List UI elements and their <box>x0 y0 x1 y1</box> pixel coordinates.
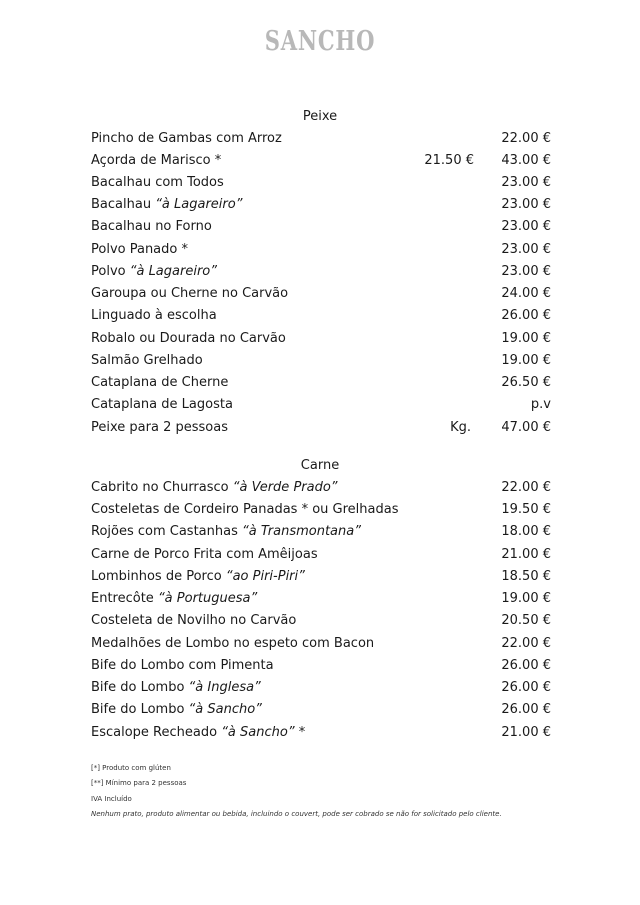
item-price: 18.50 € <box>501 569 551 584</box>
menu-item <box>91 175 551 193</box>
menu-item <box>91 131 551 149</box>
menu-item <box>91 480 551 498</box>
item-half-price: 21.50 € <box>424 153 474 168</box>
item-name: Salmão Grelhado <box>91 353 203 368</box>
item-name: Bacalhau “à Lagareiro” <box>91 197 243 212</box>
item-price: 23.00 € <box>501 242 551 257</box>
menu-item <box>91 613 551 631</box>
item-price: 26.00 € <box>501 702 551 717</box>
item-price: 22.00 € <box>501 636 551 651</box>
item-name: Bife do Lombo “à Sancho” <box>91 702 262 717</box>
item-name: Rojões com Castanhas “à Transmontana” <box>91 524 361 539</box>
item-price: 26.00 € <box>501 658 551 673</box>
item-name: Robalo ou Dourada no Carvão <box>91 331 286 346</box>
item-name: Cataplana de Lagosta <box>91 397 233 412</box>
menu-item <box>91 197 551 215</box>
item-price: 23.00 € <box>501 197 551 212</box>
menu-item <box>91 680 551 698</box>
menu-item <box>91 547 551 565</box>
item-price: p.v <box>530 397 551 412</box>
menu-item <box>91 353 551 371</box>
menu-item <box>91 636 551 654</box>
item-name: Lombinhos de Porco “ao Piri-Piri” <box>91 569 305 584</box>
item-price: 23.00 € <box>501 175 551 190</box>
item-name: Medalhões de Lombo no espeto com Bacon <box>91 636 375 651</box>
menu-item <box>91 286 551 304</box>
restaurant-logo: SANCHO <box>264 26 376 57</box>
footnote-gluten: [*] Produto com glúten <box>91 764 171 772</box>
menu-item <box>91 242 551 260</box>
menu-item <box>91 702 551 720</box>
item-price: 21.00 € <box>501 725 551 740</box>
item-price: 26.00 € <box>501 308 551 323</box>
menu-item <box>91 502 551 520</box>
item-name: Peixe para 2 pessoas <box>91 420 228 435</box>
menu-item <box>91 153 551 171</box>
footnote-disclaimer: Nenhum prato, produto alimentar ou bebida, incluindo o couvert, pode ser cobrado se não for solicitado pelo cliente. <box>91 810 502 818</box>
menu-item <box>91 524 551 542</box>
menu-item <box>91 725 551 743</box>
item-price: 47.00 € <box>501 420 551 435</box>
menu-item <box>91 375 551 393</box>
item-price: 26.50 € <box>501 375 551 390</box>
item-price: 24.00 € <box>501 286 551 301</box>
item-price: 26.00 € <box>501 680 551 695</box>
item-price: 22.00 € <box>501 480 551 495</box>
item-name: Carne de Porco Frita com Amêijoas <box>91 547 318 562</box>
item-name: Cabrito no Churrasco “à Verde Prado” <box>91 480 338 495</box>
item-price: 21.00 € <box>501 547 551 562</box>
menu-item <box>91 308 551 326</box>
item-unit: Kg. <box>450 420 471 435</box>
menu-item <box>91 331 551 349</box>
menu-item <box>91 658 551 676</box>
item-price: 43.00 € <box>501 153 551 168</box>
item-name: Escalope Recheado “à Sancho” * <box>91 725 306 740</box>
item-name: Bacalhau com Todos <box>91 175 224 190</box>
item-name: Costeleta de Novilho no Carvão <box>91 613 297 628</box>
item-price: 23.00 € <box>501 264 551 279</box>
item-name: Garoupa ou Cherne no Carvão <box>91 286 289 301</box>
item-price: 23.00 € <box>501 219 551 234</box>
item-price: 19.00 € <box>501 353 551 368</box>
item-price: 19.00 € <box>501 591 551 606</box>
item-name: Costeletas de Cordeiro Panadas * ou Grelhadas <box>91 502 399 517</box>
item-name: Polvo Panado * <box>91 242 188 257</box>
item-name: Bife do Lombo “à Inglesa” <box>91 680 261 695</box>
menu-item <box>91 420 551 438</box>
menu-item <box>91 264 551 282</box>
item-price: 20.50 € <box>501 613 551 628</box>
item-price: 19.00 € <box>501 331 551 346</box>
item-name: Entrecôte “à Portuguesa” <box>91 591 258 606</box>
item-price: 19.50 € <box>501 502 551 517</box>
item-price: 22.00 € <box>501 131 551 146</box>
item-name: Cataplana de Cherne <box>91 375 229 390</box>
item-name: Açorda de Marisco * <box>91 153 222 168</box>
item-price: 18.00 € <box>501 524 551 539</box>
menu-item <box>91 397 551 415</box>
item-name: Bife do Lombo com Pimenta <box>91 658 274 673</box>
section-title-peixe: Peixe <box>302 109 338 124</box>
footnote-vat: IVA Incluído <box>91 795 132 803</box>
menu-item <box>91 591 551 609</box>
menu-item <box>91 569 551 587</box>
section-title-carne: Carne <box>300 458 340 473</box>
item-name: Bacalhau no Forno <box>91 219 212 234</box>
menu-item <box>91 219 551 237</box>
item-name: Pincho de Gambas com Arroz <box>91 131 282 146</box>
item-name: Linguado à escolha <box>91 308 217 323</box>
item-name: Polvo “à Lagareiro” <box>91 264 217 279</box>
footnote-minimum: [**] Mínimo para 2 pessoas <box>91 779 187 787</box>
